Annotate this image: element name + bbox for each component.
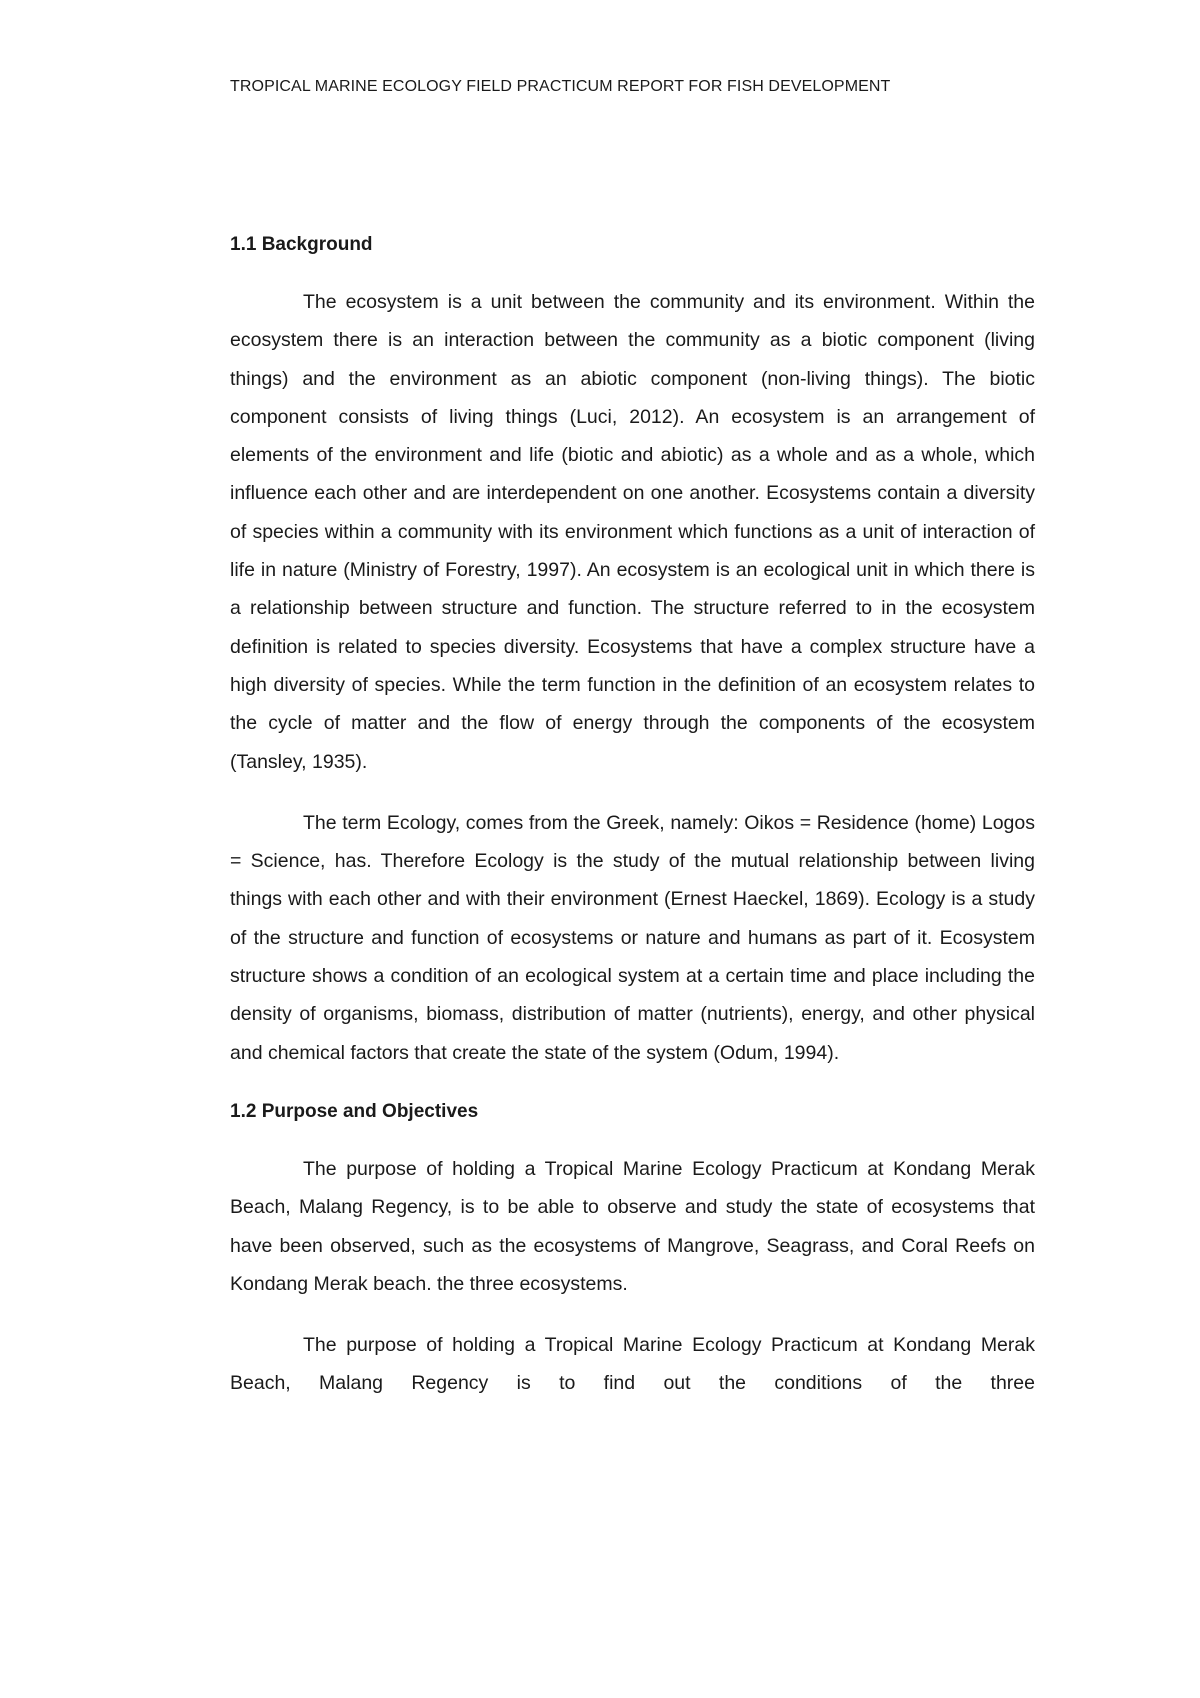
document-body [230,231,1035,1403]
section-heading-purpose: 1.2 Purpose and Objectives [230,1100,479,1122]
section-heading-background: 1.1 Background [230,234,373,255]
running-header: TROPICAL MARINE ECOLOGY FIELD PRACTICUM REPORT FOR FISH DEVELOPMENT [230,78,891,95]
paragraph-purpose-1: The purpose of holding a Tropical Marine Ecology Practicum at Kondang Merak Beach, Malang Regency, is to be able to observe and study the state of ecosystems that have been observed, such as the ecosystems of Mangrove, Seagrass, and Coral Reefs on Kondang Merak beach. the three ecosystems. [230,1157,1035,1295]
paragraph-purpose-2: The purpose of holding a Tropical Marine Ecology Practicum at Kondang Merak Beach, Malang Regency is to find out the conditions of the three [230,1334,1035,1395]
paragraph-background-2: The term Ecology, comes from the Greek, namely: Oikos = Residence (home) Logos = Science, has. Therefore Ecology is the study of the mutual relationship between living things with each other and with their environment (Ernest Haeckel, 1869). Ecology is a study of the structure and function of ecosystems or nature and humans as part of it. Ecosystem structure shows a condition of an ecological system at a certain time and place including the density of organisms, biomass, distribution of matter (nutrients), energy, and other physical and chemical factors that create the state of the system (Odum, 1994). [230,811,1035,1064]
paragraph-background-1: The ecosystem is a unit between the community and its environment. Within the ecosystem there is an interaction between the community as a biotic component (living things) and the environment as an abiotic component (non-living things). The biotic component consists of living things (Luci, 2012). An ecosystem is an arrangement of elements of the environment and life (biotic and abiotic) as a whole and as a whole, which influence each other and are interdependent on one another. Ecosystems contain a diversity of species within a community with its environment which functions as a unit of interaction of life in nature (Ministry of Forestry, 1997). An ecosystem is an ecological unit in which there is a relationship between structure and function. The structure referred to in the ecosystem definition is related to species diversity. Ecosystems that have a complex structure have a high diversity of species. While the term function in the definition of an ecosystem relates to the cycle of matter and the flow of energy through the components of the ecosystem (Tansley, 1935). [230,291,1035,773]
